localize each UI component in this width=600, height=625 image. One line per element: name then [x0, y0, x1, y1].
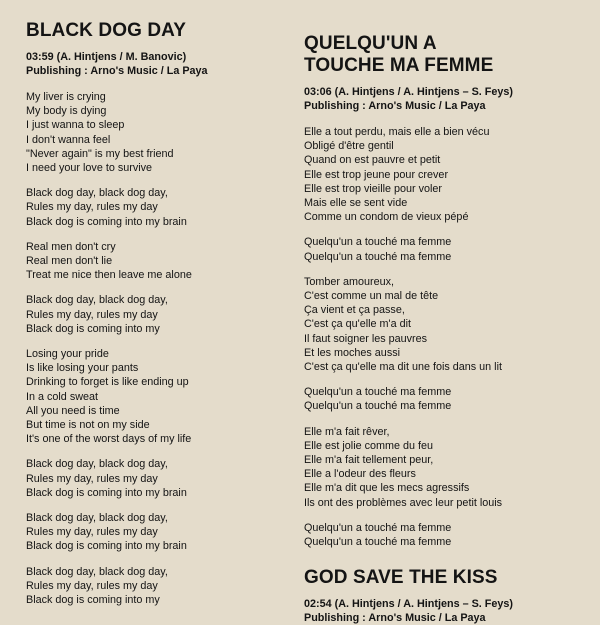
song-credits — [304, 597, 594, 625]
lyric-line: In a cold sweat — [26, 390, 99, 403]
left-column — [26, 20, 288, 607]
lyric-line: Elle m'a fait tellement peur, — [304, 454, 434, 467]
lyric-line: Comme un condom de vieux pépé — [304, 211, 469, 224]
lyric-line: Tomber amoureux, — [304, 275, 395, 288]
lyric-stanza — [304, 521, 594, 549]
lyric-line: Elle m'a dit que les mecs agressifs — [304, 482, 470, 495]
lyric-stanza — [304, 125, 594, 224]
lyric-line: Rules my day, rules my day — [26, 472, 158, 485]
lyric-line: I just wanna to sleep — [26, 119, 125, 132]
lyric-stanza — [304, 385, 594, 413]
lyric-line: I don't wanna feel — [26, 133, 111, 146]
lyric-line: Rules my day, rules my day — [26, 526, 158, 539]
lyric-line: C'est comme un mal de tête — [304, 290, 439, 303]
lyric-line: All you need is time — [26, 404, 120, 417]
song-quelquun-a-touche-ma-femme — [304, 33, 594, 549]
lyric-line: Quelqu'un a touché ma femme — [304, 536, 452, 549]
lyric-line: Elle est trop vieille pour voler — [304, 182, 443, 195]
lyric-line: I need your love to survive — [26, 162, 153, 175]
lyric-line: Black dog is coming into my brain — [26, 540, 187, 553]
song-title: QUELQU'UN A TOUCHE MA FEMME — [304, 33, 494, 76]
lyric-stanza — [26, 186, 288, 229]
song-lyrics — [26, 90, 288, 607]
lyric-line: Black dog is coming into my brain — [26, 486, 187, 499]
lyric-stanza — [304, 425, 594, 510]
song-duration-authors: 02:54 (A. Hintjens / A. Hintjens – S. Feys) — [304, 598, 513, 611]
lyric-line: Black dog day, black dog day, — [26, 512, 168, 525]
lyric-line: Obligé d'être gentil — [304, 140, 394, 153]
lyric-line: Real men don't lie — [26, 255, 113, 268]
lyric-line: Ils ont des problèmes avec leur petit louis — [304, 496, 503, 509]
song-publishing: Publishing : Arno's Music / La Paya — [304, 612, 486, 625]
song-separator — [304, 549, 594, 567]
lyric-line: Quelqu'un a touché ma femme — [304, 236, 452, 249]
lyric-line: Rules my day, rules my day — [26, 579, 158, 592]
lyric-line: Black dog day, black dog day, — [26, 187, 168, 200]
lyric-line: Elle a tout perdu, mais elle a bien vécu — [304, 126, 490, 138]
lyric-line: Ça vient et ça passe, — [304, 304, 405, 317]
lyric-line: Is like losing your pants — [26, 362, 139, 375]
lyric-line: Elle est trop jeune pour crever — [304, 168, 449, 181]
lyric-line: Mais elle se sent vide — [304, 197, 408, 210]
lyric-stanza — [304, 275, 594, 374]
lyric-line: Black dog is coming into my — [26, 594, 160, 607]
lyric-stanza — [26, 293, 288, 336]
lyric-stanza — [304, 235, 594, 263]
lyric-line: Treat me nice then leave me alone — [26, 269, 192, 282]
lyric-line: Black dog day, black dog day, — [26, 565, 168, 578]
lyric-stanza — [26, 240, 288, 283]
right-column — [304, 33, 594, 625]
lyric-stanza — [26, 90, 288, 175]
lyric-line: But time is not on my side — [26, 419, 150, 432]
lyric-line: Quelqu'un a touché ma femme — [304, 400, 452, 413]
lyric-line: C'est ça qu'elle m'a dit — [304, 318, 412, 331]
lyric-line: Black dog is coming into my — [26, 322, 160, 335]
lyric-line: Quand on est pauvre et petit — [304, 154, 441, 167]
lyric-line: My liver is crying — [26, 91, 106, 103]
lyric-line: Quelqu'un a touché ma femme — [304, 521, 452, 534]
song-publishing: Publishing : Arno's Music / La Paya — [304, 100, 486, 112]
lyric-stanza — [26, 565, 288, 608]
lyric-line: Real men don't cry — [26, 240, 116, 253]
lyric-line: Rules my day, rules my day — [26, 201, 158, 214]
lyric-line: "Never again" is my best friend — [26, 147, 174, 160]
song-black-dog-day — [26, 20, 288, 607]
lyric-line: Elle a l'odeur des fleurs — [304, 468, 416, 481]
song-god-save-the-kiss — [304, 567, 594, 625]
lyric-line: Rules my day, rules my day — [26, 308, 158, 321]
song-credits — [26, 50, 288, 78]
lyric-line: C'est ça qu'elle ma dit une fois dans un lit — [304, 361, 502, 374]
lyric-line: It's one of the worst days of my life — [26, 433, 192, 446]
lyric-line: Il faut soigner les pauvres — [304, 332, 428, 345]
lyric-line: Losing your pride — [26, 348, 109, 361]
lyric-line: Drinking to forget is like ending up — [26, 376, 189, 389]
song-credits — [304, 85, 594, 113]
lyric-line: Et les moches aussi — [304, 346, 401, 359]
lyric-line: My body is dying — [26, 105, 107, 118]
lyric-line: Elle est jolie comme du feu — [304, 439, 434, 452]
lyric-line: Quelqu'un a touché ma femme — [304, 250, 452, 263]
lyric-line: Quelqu'un a touché ma femme — [304, 386, 452, 399]
lyric-line: Black dog day, black dog day, — [26, 294, 168, 307]
lyric-stanza — [26, 347, 288, 446]
lyric-stanza — [26, 457, 288, 500]
song-duration-authors: 03:59 (A. Hintjens / M. Banovic) — [26, 51, 187, 63]
lyric-stanza — [26, 511, 288, 554]
lyric-line: Black dog day, black dog day, — [26, 458, 168, 471]
song-title: BLACK DOG DAY — [26, 20, 186, 41]
lyric-line: Black dog is coming into my brain — [26, 215, 187, 228]
lyric-line: Elle m'a fait rêver, — [304, 425, 390, 438]
song-title: GOD SAVE THE KISS — [304, 567, 498, 589]
song-publishing: Publishing : Arno's Music / La Paya — [26, 65, 208, 77]
song-lyrics — [304, 125, 594, 549]
song-duration-authors: 03:06 (A. Hintjens / A. Hintjens – S. Feys) — [304, 86, 513, 98]
